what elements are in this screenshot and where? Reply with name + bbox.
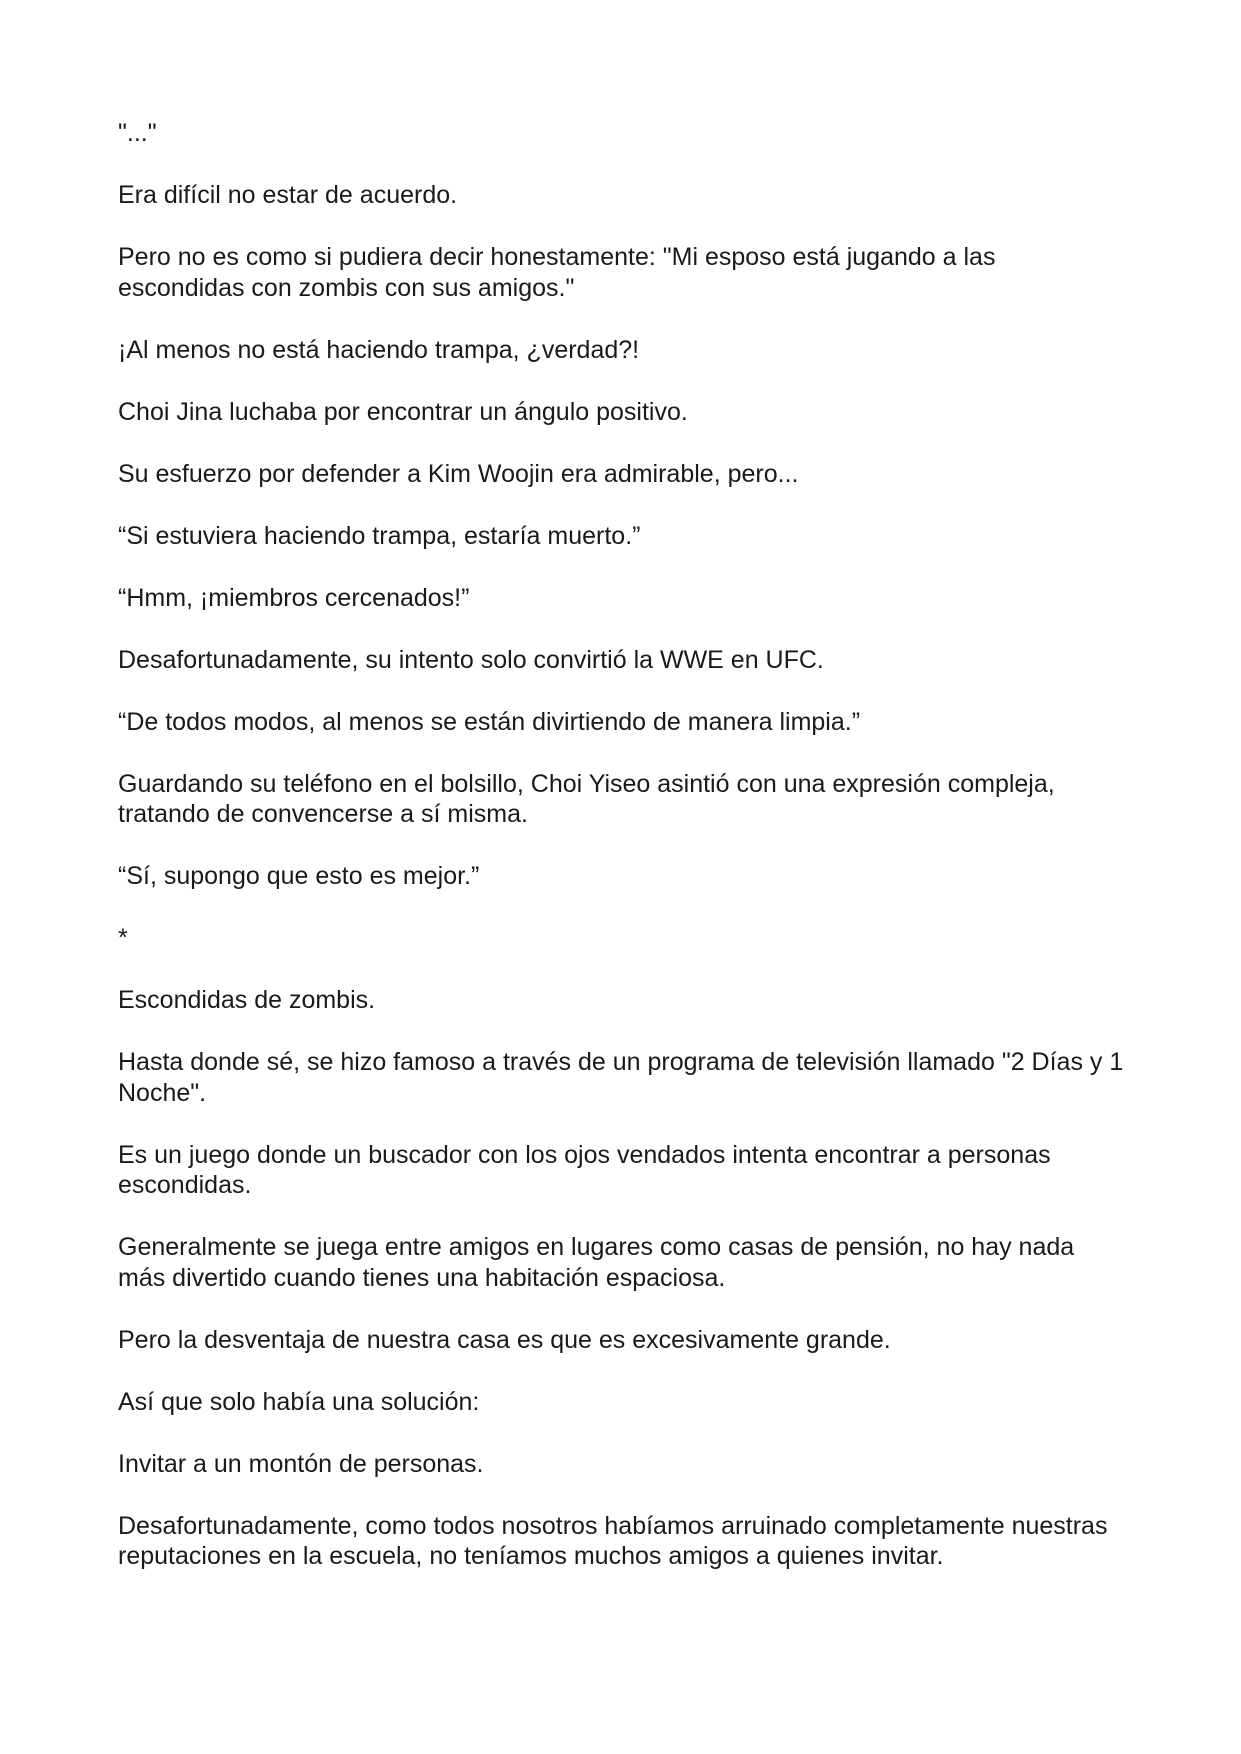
paragraph: Generalmente se juega entre amigos en lugares como casas de pensión, no hay nada más divertido cuando tienes una habitación espaciosa. (118, 1233, 1075, 1292)
paragraph: Pero no es como si pudiera decir honestamente: "Mi esposo está jugando a las escondidas con zombis con sus amigos." (118, 243, 996, 302)
paragraph: Guardando su teléfono en el bolsillo, Choi Yiseo asintió con una expresión compleja, tratando de convencerse a sí misma. (118, 769, 1055, 828)
paragraph: “Sí, supongo que esto es mejor.” (118, 862, 480, 890)
paragraph: “Hmm, ¡miembros cercenados!” (118, 583, 470, 612)
paragraph: Hasta donde sé, se hizo famoso a través de un programa de televisión llamado "2 Días y 1 Noche". (118, 1048, 1124, 1107)
paragraph: Era difícil no estar de acuerdo. (118, 181, 458, 209)
paragraph: Desafortunadamente, su intento solo convirtió la WWE en UFC. (118, 645, 824, 674)
paragraph: Choi Jina luchaba por encontrar un ángulo positivo. (118, 397, 688, 426)
paragraph: Escondidas de zombis. (118, 986, 376, 1014)
paragraph: “Si estuviera haciendo trampa, estaría muerto.” (118, 521, 641, 550)
paragraph: “De todos modos, al menos se están divirtiendo de manera limpia.” (118, 707, 861, 736)
paragraph: "..." (118, 119, 157, 147)
paragraph: Desafortunadamente, como todos nosotros habíamos arruinado completamente nuestras reputaciones en la escuela, no teníamos muchos amigos a quienes invitar. (118, 1511, 1108, 1570)
paragraph: Así que solo había una solución: (118, 1387, 480, 1416)
document-body (118, 118, 1128, 1603)
paragraph: Es un juego donde un buscador con los ojos vendados intenta encontrar a personas escondidas. (118, 1140, 1051, 1199)
scene-break: * (118, 924, 128, 952)
paragraph: Pero la desventaja de nuestra casa es que es excesivamente grande. (118, 1325, 891, 1354)
paragraph: Su esfuerzo por defender a Kim Woojin era admirable, pero... (118, 459, 799, 488)
paragraph: ¡Al menos no está haciendo trampa, ¿verdad?! (118, 335, 640, 364)
paragraph: Invitar a un montón de personas. (118, 1449, 484, 1478)
